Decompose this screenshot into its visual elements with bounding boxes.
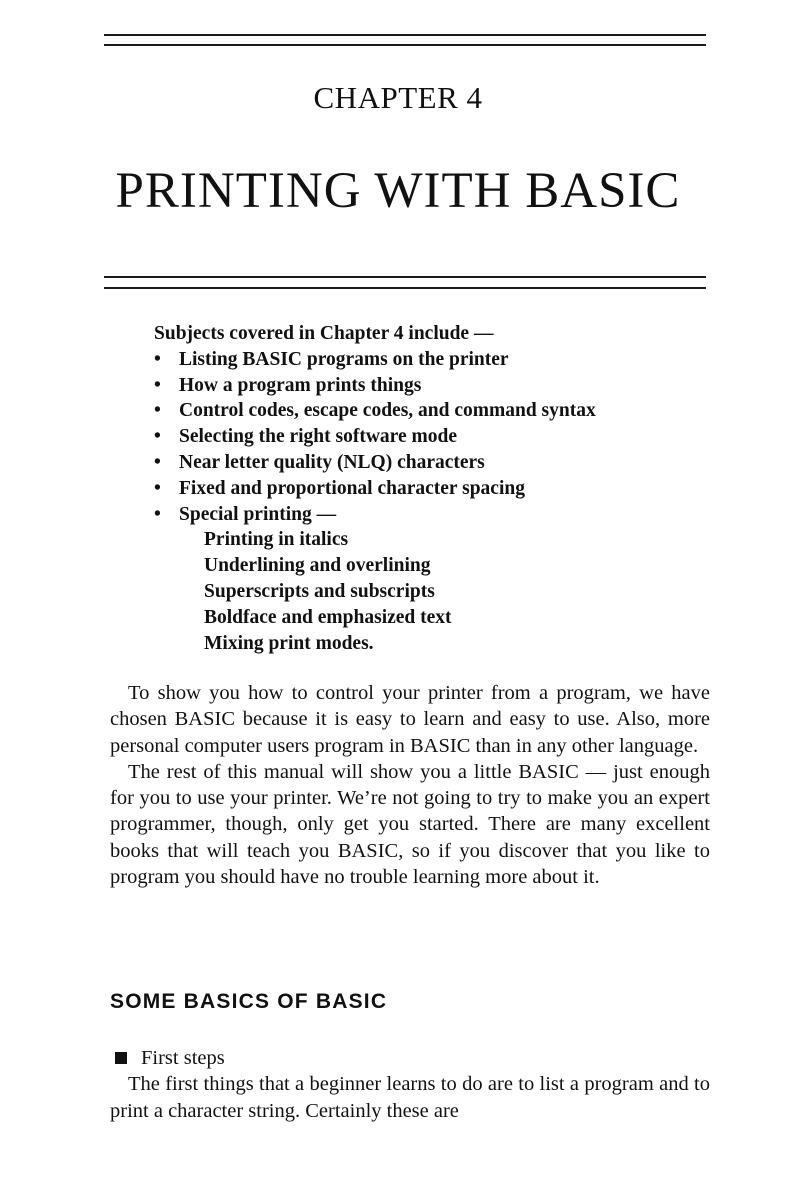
- square-bullet-icon: [115, 1052, 127, 1064]
- list-item: [154, 476, 714, 502]
- bullet-icon: •: [154, 374, 161, 396]
- top-rule-2: [104, 44, 706, 46]
- body-paragraph: The rest of this manual will show you a little BASIC — just enough for you to use your printer. We’re not going to try to make you an expert programmer, though, only get you started. There are many excellent books that will teach you BASIC, so if you discover that you like to program you should have no trouble learning more about it.: [110, 760, 710, 889]
- body-text: [110, 680, 710, 890]
- bullet-icon: •: [154, 451, 161, 473]
- bullet-icon: •: [154, 400, 161, 422]
- top-rule-1: [104, 34, 706, 36]
- chapter-label: CHAPTER 4: [313, 80, 483, 115]
- list-item-text: Special printing —: [179, 503, 337, 525]
- list-item: [154, 347, 714, 373]
- body-paragraph: To show you how to control your printer from a program, we have chosen BASIC because it is easy to learn and easy to use. Also, more personal computer users program in BASIC than in any other language.: [110, 682, 710, 757]
- sub-list-item: Superscripts and subscripts: [204, 580, 435, 602]
- list-item: [154, 450, 714, 476]
- subjects-intro: Subjects covered in Chapter 4 include —: [154, 323, 494, 344]
- section-heading: SOME BASICS OF BASIC: [110, 990, 388, 1013]
- bullet-icon: •: [154, 426, 161, 448]
- bullet-icon: •: [154, 348, 161, 370]
- chapter-title: PRINTING WITH BASIC: [115, 163, 681, 219]
- subheading: [110, 1045, 710, 1071]
- mid-rule-1: [104, 276, 706, 278]
- list-item-text: Fixed and proportional character spacing: [179, 477, 525, 499]
- sub-list-item: Boldface and emphasized text: [204, 606, 452, 628]
- list-item-text: Listing BASIC programs on the printer: [179, 348, 509, 370]
- list-item-text: Control codes, escape codes, and command syntax: [179, 400, 596, 422]
- first-steps-section: [110, 1045, 710, 1124]
- list-item-text: Near letter quality (NLQ) characters: [179, 451, 485, 473]
- body-paragraph: The first things that a beginner learns to do are to list a program and to print a character string. Certainly these are: [110, 1073, 710, 1122]
- bullet-icon: •: [154, 503, 161, 525]
- list-item: [154, 424, 714, 450]
- subheading-text: First steps: [141, 1047, 225, 1069]
- list-item: [154, 373, 714, 399]
- list-item-text: How a program prints things: [179, 374, 422, 396]
- list-item-text: Selecting the right software mode: [179, 426, 457, 448]
- bullet-icon: •: [154, 477, 161, 499]
- list-item: [154, 398, 714, 424]
- subjects-list: [154, 321, 714, 656]
- list-item: [154, 502, 714, 528]
- sub-list-item: Printing in italics: [204, 529, 349, 551]
- mid-rule-2: [104, 287, 706, 289]
- sub-list-item: Underlining and overlining: [204, 555, 431, 577]
- sub-list-item: Mixing print modes.: [204, 632, 374, 654]
